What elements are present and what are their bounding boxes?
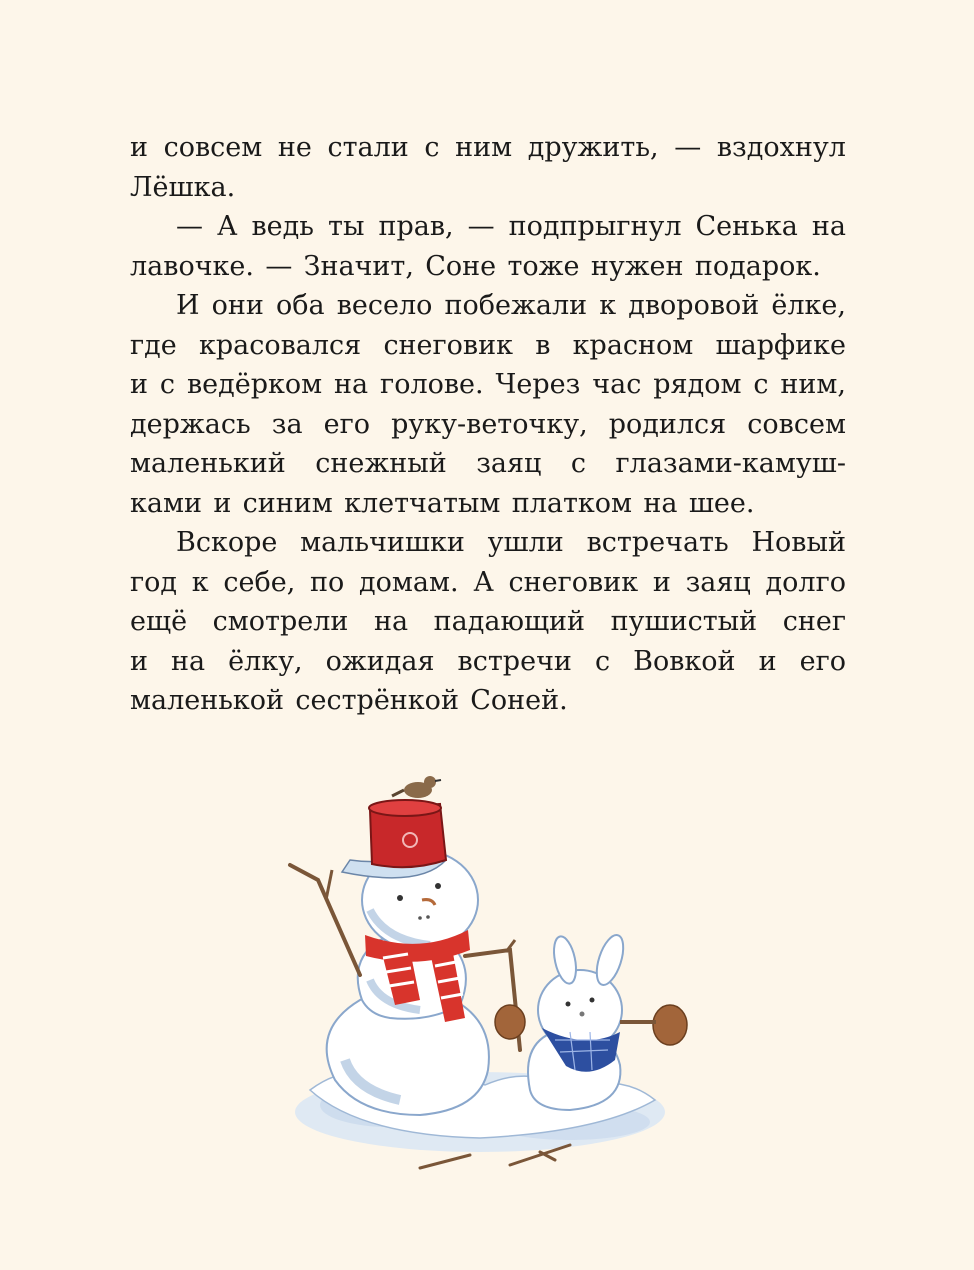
word: пушистый	[610, 606, 758, 637]
text-line	[130, 602, 846, 642]
word: ведь	[251, 211, 314, 242]
text-line	[130, 563, 846, 603]
word: встречи	[457, 645, 572, 677]
sparrow-icon	[392, 776, 441, 798]
word: долго	[765, 566, 846, 598]
word: и	[130, 132, 148, 163]
word: красовался	[198, 329, 362, 361]
text-line	[130, 207, 846, 247]
word: на	[171, 645, 206, 677]
word: Вскоре	[176, 527, 278, 558]
text-line	[130, 405, 846, 445]
word: побежали	[444, 290, 588, 321]
text-line	[130, 247, 846, 287]
word: они	[211, 290, 264, 321]
word: дворовой	[628, 290, 760, 321]
snowman	[290, 776, 520, 1115]
word: с	[594, 645, 611, 677]
text-line	[130, 523, 846, 563]
word: подарок.	[694, 250, 821, 282]
word: И	[176, 290, 200, 321]
word: мальчишки	[300, 527, 465, 558]
text-line	[130, 128, 846, 168]
word: и	[130, 645, 148, 677]
word: в	[535, 329, 551, 361]
word: Вовкой	[633, 645, 736, 677]
snowman-and-snow-hare-illustration	[270, 760, 720, 1200]
word: маленький	[130, 448, 286, 479]
word: и	[130, 369, 148, 400]
word: дружить,	[527, 132, 659, 163]
word: снежный	[315, 448, 447, 479]
word: с	[424, 132, 440, 163]
word: ним	[455, 132, 513, 163]
word: Соней.	[470, 685, 568, 716]
word: глазами-камуш-	[615, 448, 846, 479]
word: маленькой	[130, 685, 285, 716]
word: за	[271, 408, 303, 440]
word: А	[473, 566, 494, 598]
word: Лёшка.	[130, 171, 236, 203]
word: ёлке,	[771, 290, 846, 321]
word: сестрёнкой	[295, 685, 459, 716]
text-line	[130, 681, 846, 721]
word: на	[811, 211, 846, 242]
word: весело	[336, 290, 433, 321]
word: Через	[495, 369, 581, 400]
word: стали	[327, 132, 409, 163]
word: час	[592, 369, 642, 400]
word: рядом	[653, 369, 742, 400]
word: ёлку,	[228, 645, 303, 677]
word: заяц	[685, 566, 751, 598]
text-line	[130, 444, 846, 484]
word: падающий	[433, 606, 586, 637]
word: платком	[511, 487, 633, 519]
word: снег	[782, 606, 846, 637]
word: себе,	[223, 566, 296, 598]
text-line	[130, 326, 846, 366]
word: ещё	[130, 606, 188, 637]
word: родился	[608, 408, 727, 440]
word: домам.	[359, 566, 459, 598]
word: шее.	[688, 487, 755, 519]
word: оба	[276, 290, 325, 321]
word: снеговик	[508, 566, 639, 598]
word: ожидая	[325, 645, 435, 677]
word: Новый	[751, 527, 846, 558]
word: на	[643, 487, 678, 519]
word: на	[334, 369, 369, 400]
word: шарфике	[715, 329, 846, 361]
word: с	[570, 448, 587, 479]
word: Сенька	[695, 211, 798, 242]
word: голове.	[380, 369, 484, 400]
word: не	[277, 132, 312, 163]
word: держась	[130, 408, 251, 440]
word: —	[176, 211, 203, 242]
text-line	[130, 484, 846, 524]
word: совсем	[163, 132, 263, 163]
word: с	[753, 369, 769, 400]
word: синим	[242, 487, 333, 519]
word: с	[159, 369, 176, 400]
word: где	[130, 329, 177, 361]
word: ведёрком	[186, 369, 323, 400]
text-line	[130, 365, 846, 405]
text-line	[130, 642, 846, 682]
word: тоже	[507, 250, 580, 282]
word: ним,	[780, 369, 846, 400]
word: —	[467, 211, 495, 242]
word: руку-веточку,	[391, 408, 588, 440]
word: клетчатым	[344, 487, 501, 519]
word: совсем	[747, 408, 846, 440]
word: ты	[328, 211, 365, 242]
word: лавочке.	[130, 250, 254, 282]
word: Соне	[425, 250, 497, 282]
word: к	[191, 566, 209, 598]
word: снеговик	[383, 329, 514, 361]
illustration-svg	[270, 760, 720, 1200]
word: нужен	[590, 250, 684, 282]
word: и	[652, 566, 671, 598]
word: его	[799, 645, 846, 677]
word: красном	[572, 329, 694, 361]
word: встречать	[586, 527, 729, 558]
word: ушли	[487, 527, 564, 558]
word: смотрели	[212, 606, 349, 637]
word: вздохнул	[716, 132, 846, 163]
word: год	[130, 566, 178, 598]
word: ками	[130, 487, 202, 519]
word: его	[323, 408, 370, 440]
word: Значит,	[303, 250, 414, 282]
word: подпрыгнул	[508, 211, 682, 242]
story-text	[130, 128, 846, 721]
word: заяц	[476, 448, 542, 479]
word: —	[265, 250, 293, 282]
word: на	[373, 606, 409, 637]
text-line	[130, 168, 846, 208]
word: по	[310, 566, 345, 598]
word: А	[217, 211, 238, 242]
word: прав,	[378, 211, 454, 242]
word: к	[599, 290, 617, 321]
word: и	[213, 487, 232, 519]
word: —	[674, 132, 702, 163]
word: и	[758, 645, 777, 677]
text-line	[130, 286, 846, 326]
